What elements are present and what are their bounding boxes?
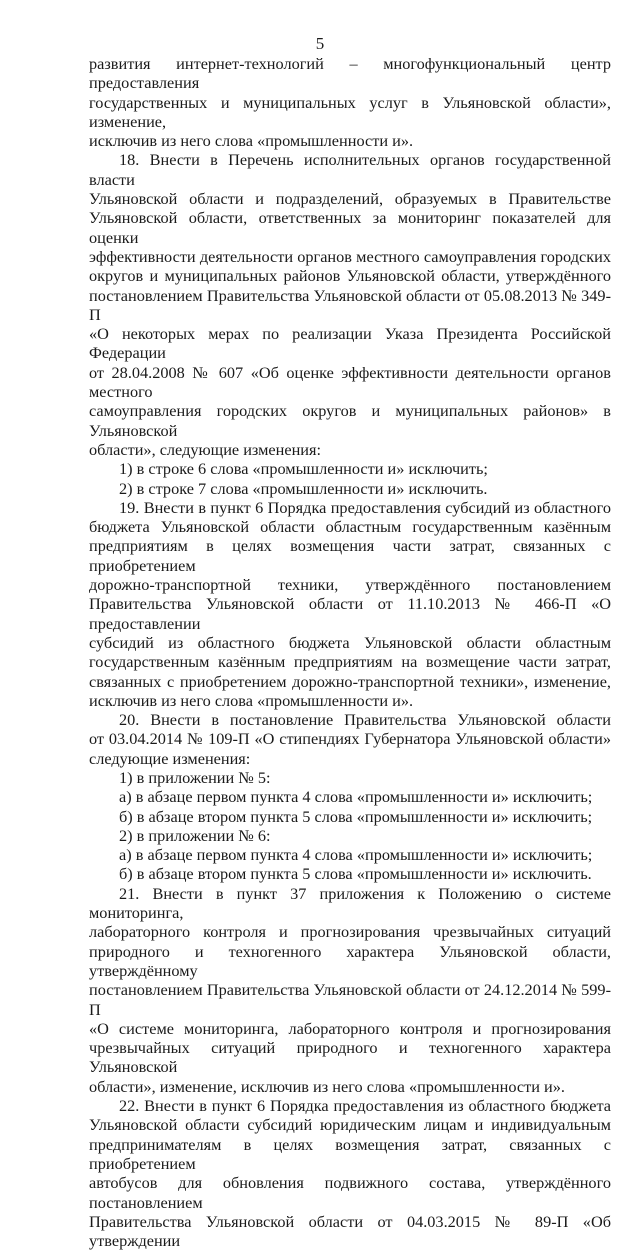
- text-line: 1) в приложении № 5:: [119, 767, 271, 787]
- text-line: области», изменение, исключив из него слова «промышленности и».: [89, 1076, 565, 1096]
- text-line: 2) в строке 7 слова «промышленности и» исключить.: [119, 478, 488, 498]
- text-line: связанных с приобретением дорожно-транспортной техники», изменение,: [89, 671, 611, 691]
- text-line: предприятиям в целях возмещения части затрат, связанных с приобретением: [89, 536, 611, 575]
- text-line: постановлением Правительства Ульяновской области от 24.12.2014 № 599-П: [89, 980, 611, 1019]
- text-line: субсидий из областного бюджета Ульяновской области областным: [89, 632, 611, 652]
- text-line: от 03.04.2014 № 109-П «О стипендиях Губернатора Ульяновской области»: [89, 729, 611, 749]
- document-body: [89, 54, 611, 1250]
- text-line: 19. Внести в пункт 6 Порядка предоставления субсидий из областного: [119, 497, 611, 517]
- text-line: лабораторного контроля и прогнозирования чрезвычайных ситуаций: [89, 922, 611, 942]
- text-line: постановлением Правительства Ульяновской области от 05.08.2013 № 349-П: [89, 285, 611, 324]
- text-line: предпринимателям в целях возмещения затрат, связанных с приобретением: [89, 1134, 611, 1173]
- text-line: 1) в строке 6 слова «промышленности и» исключить;: [119, 459, 488, 479]
- text-line: развития интернет-технологий – многофункциональный центр предоставления: [89, 54, 611, 93]
- text-line: «О некоторых мерах по реализации Указа Президента Российской Федерации: [89, 324, 611, 363]
- text-line: а) в абзаце первом пункта 4 слова «промышленности и» исключить;: [119, 787, 593, 807]
- text-line: 2) в приложении № 6:: [119, 825, 271, 845]
- text-line: природного и техногенного характера Ульяновской области, утверждённому: [89, 941, 611, 980]
- text-line: автобусов для обновления подвижного состава, утверждённого постановлением: [89, 1173, 611, 1212]
- text-line: 20. Внести в постановление Правительства Ульяновской области: [119, 710, 611, 730]
- text-line: 22. Внести в пункт 6 Порядка предоставления из областного бюджета: [119, 1096, 611, 1116]
- text-line: 21. Внести в пункт 37 приложения к Положению о системе мониторинга,: [89, 883, 611, 923]
- text-line: эффективности деятельности органов местного самоуправления городских: [89, 246, 611, 266]
- text-line: 18. Внести в Перечень исполнительных органов государственной власти: [89, 150, 611, 189]
- text-line: Правительства Ульяновской области от 11.10.2013 № 466-П «О предоставлении: [89, 594, 611, 633]
- text-line: б) в абзаце втором пункта 5 слова «промышленности и» исключить;: [119, 806, 593, 826]
- text-line: исключив из него слова «промышленности и».: [89, 690, 414, 710]
- text-line: Ульяновской области субсидий юридическим лицам и индивидуальным: [89, 1115, 611, 1135]
- text-line: чрезвычайных ситуаций природного и техногенного характера Ульяновской: [89, 1038, 611, 1077]
- text-line: от 28.04.2008 № 607 «Об оценке эффективности деятельности органов местного: [89, 362, 611, 402]
- text-line: самоуправления городских округов и муниципальных районов» в Ульяновской: [89, 401, 611, 440]
- text-line: округов и муниципальных районов Ульяновской области, утверждённого: [89, 266, 611, 286]
- text-line: следующие изменения:: [89, 748, 251, 768]
- text-line: государственных и муниципальных услуг в Ульяновской области», изменение,: [89, 92, 611, 131]
- text-line: дорожно-транспортной техники, утверждённого постановлением: [89, 575, 611, 595]
- text-line: исключив из него слова «промышленности и».: [89, 131, 414, 151]
- text-line: б) в абзаце втором пункта 5 слова «промышленности и» исключить.: [119, 864, 592, 884]
- text-line: а) в абзаце первом пункта 4 слова «промышленности и» исключить;: [119, 845, 593, 865]
- text-line: «О системе мониторинга, лабораторного контроля и прогнозирования: [89, 1018, 611, 1038]
- text-line: государственным казённым предприятиям на возмещение части затрат,: [89, 652, 611, 672]
- text-line: бюджета Ульяновской области областным государственным казённым: [89, 517, 611, 537]
- text-line: Правительства Ульяновской области от 04.03.2015 № 89-П «Об утверждении: [89, 1211, 611, 1250]
- page-number: 5: [315, 34, 325, 53]
- text-line: Ульяновской области и подразделений, образуемых в Правительстве: [89, 189, 611, 209]
- text-line: области», следующие изменения:: [89, 439, 322, 459]
- text-line: Ульяновской области, ответственных за мониторинг показателей для оценки: [89, 208, 611, 247]
